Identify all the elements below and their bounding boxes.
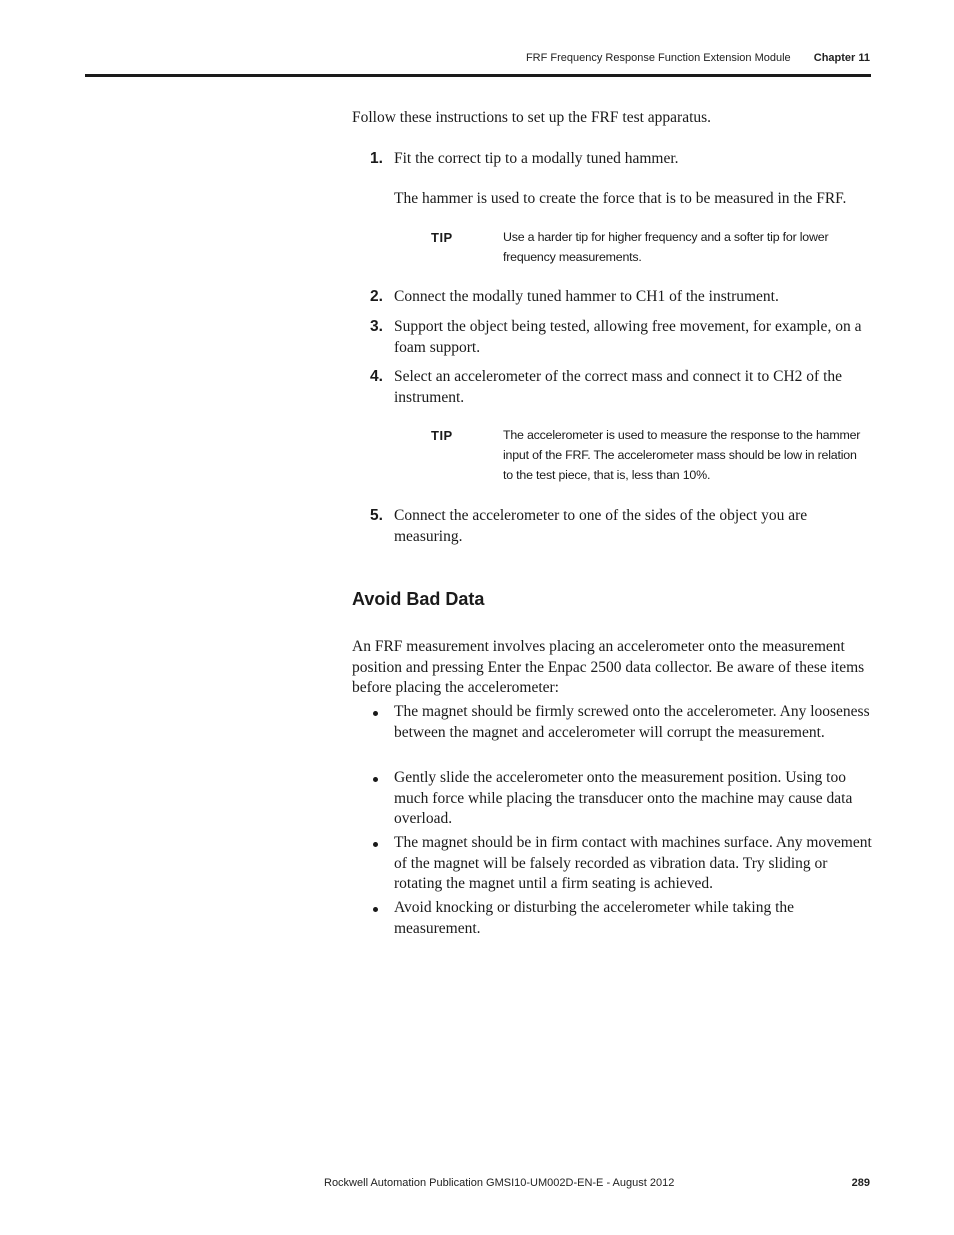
step-2-text: Connect the modally tuned hammer to CH1 of the instrument.	[394, 288, 779, 305]
tip-2-label: TIP	[431, 428, 453, 443]
step-4-text: Select an accelerometer of the correct mass and connect it to CH2 of the instrument.	[394, 368, 843, 406]
bullet-3-text: The magnet should be in firm contact with machines surface. Any movement of the magnet will be falsely recorded as vibration data. Try sliding or rotating the magnet until a firm seating is achieved.	[394, 834, 872, 892]
step-5-text: Connect the accelerometer to one of the sides of the object you are measuring.	[394, 507, 808, 545]
bullet-2-text: Gently slide the accelerometer onto the measurement position. Using too much force while placing the transducer onto the machine may cause data overload.	[394, 769, 853, 827]
intro-paragraph: Follow these instructions to set up the FRF test apparatus.	[352, 109, 712, 126]
bullet-2-dot	[373, 777, 378, 782]
bullet-1-text: The magnet should be firmly screwed onto the accelerometer. Any looseness between the magnet and accelerometer will corrupt the measurement.	[394, 703, 870, 741]
header-rule	[85, 74, 871, 77]
step-4-number: 4.	[370, 368, 383, 385]
step-1-number: 1.	[370, 150, 383, 167]
footer-publication: Rockwell Automation Publication GMSI10-UM002D-EN-E - August 2012	[324, 1177, 675, 1189]
page-number: 289	[851, 1177, 870, 1189]
step-1-text: Fit the correct tip to a modally tuned hammer.	[394, 150, 679, 167]
step-1-detail: The hammer is used to create the force that is to be measured in the FRF.	[394, 190, 847, 207]
step-3-number: 3.	[370, 318, 383, 335]
tip-1-text: Use a harder tip for higher frequency and a softer tip for lower frequency measurements.	[503, 230, 829, 264]
step-2-number: 2.	[370, 288, 383, 305]
bullet-1-dot	[373, 711, 378, 716]
bullet-4-text: Avoid knocking or disturbing the accelerometer while taking the measurement.	[394, 899, 795, 937]
section-heading: Avoid Bad Data	[352, 589, 485, 609]
step-3-text: Support the object being tested, allowing free movement, for example, on a foam support.	[394, 318, 862, 356]
bullet-4-dot	[373, 907, 378, 912]
bullet-3-dot	[373, 842, 378, 847]
tip-1-label: TIP	[431, 230, 453, 245]
section-intro: An FRF measurement involves placing an accelerometer onto the measurement position and pressing Enter the Enpac 2500 data collector. Be aware of these items before placing the accelerometer:	[352, 638, 865, 696]
header-title: FRF Frequency Response Function Extension Module	[525, 52, 791, 64]
page-header	[526, 52, 870, 64]
step-5-number: 5.	[370, 507, 383, 524]
header-chapter: Chapter 11	[813, 52, 870, 64]
tip-2-text: The accelerometer is used to measure the response to the hammer input of the FRF. The accelerometer mass should be low in relation to the test piece, that is, less than 10%.	[503, 428, 861, 482]
